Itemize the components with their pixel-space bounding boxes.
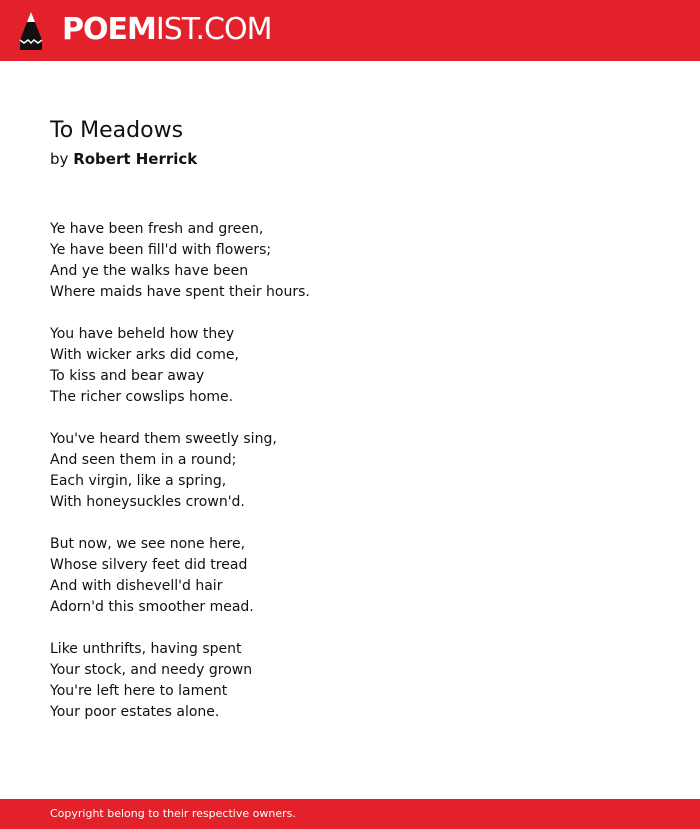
poem-line: You have beheld how they [50,326,235,342]
site-logo[interactable] [62,12,271,48]
poem-line: But now, we see none here, [50,536,246,552]
poem-line: With wicker arks did come, [50,347,239,363]
site-footer [0,799,700,829]
stanza [50,219,650,303]
poem-body [50,219,650,744]
stanza [50,324,650,408]
poem-line: Where maids have spent their hours. [50,284,310,300]
poem-line: And ye the walks have been [50,263,249,279]
stanza [50,639,650,723]
poem-line: Ye have been fill'd with flowers; [50,242,272,258]
poem-line: And seen them in a round; [50,452,237,468]
poem-line: Ye have been fresh and green, [50,221,264,237]
by-label: by [50,150,69,168]
poem-line: The richer cowslips home. [50,389,234,405]
stanza [50,429,650,513]
stanza [50,534,650,618]
poem-line: Like unthrifts, having spent [50,641,242,657]
poem-line: To kiss and bear away [50,368,205,384]
author-name: Robert Herrick [73,150,198,168]
site-header [0,0,700,61]
poem-line: Each virgin, like a spring, [50,473,227,489]
poem-line: You've heard them sweetly sing, [50,431,277,447]
poem-line: With honeysuckles crown'd. [50,494,245,510]
poem-line: Your poor estates alone. [50,704,220,720]
poem-line: You're left here to lament [50,683,228,699]
poem-line: And with dishevell'd hair [50,578,223,594]
logo-bold-text: POEM [62,12,156,47]
poem-line: Whose silvery feet did tread [50,557,248,573]
pencil-tip-icon[interactable] [18,10,44,52]
copyright-text: Copyright belong to their respective owners. [50,807,296,820]
byline [50,149,197,169]
logo-light-text: IST.COM [155,12,272,47]
poem-line: Your stock, and needy grown [50,662,253,678]
poem-line: Adorn'd this smoother mead. [50,599,254,615]
poem-title: To Meadows [50,118,184,143]
